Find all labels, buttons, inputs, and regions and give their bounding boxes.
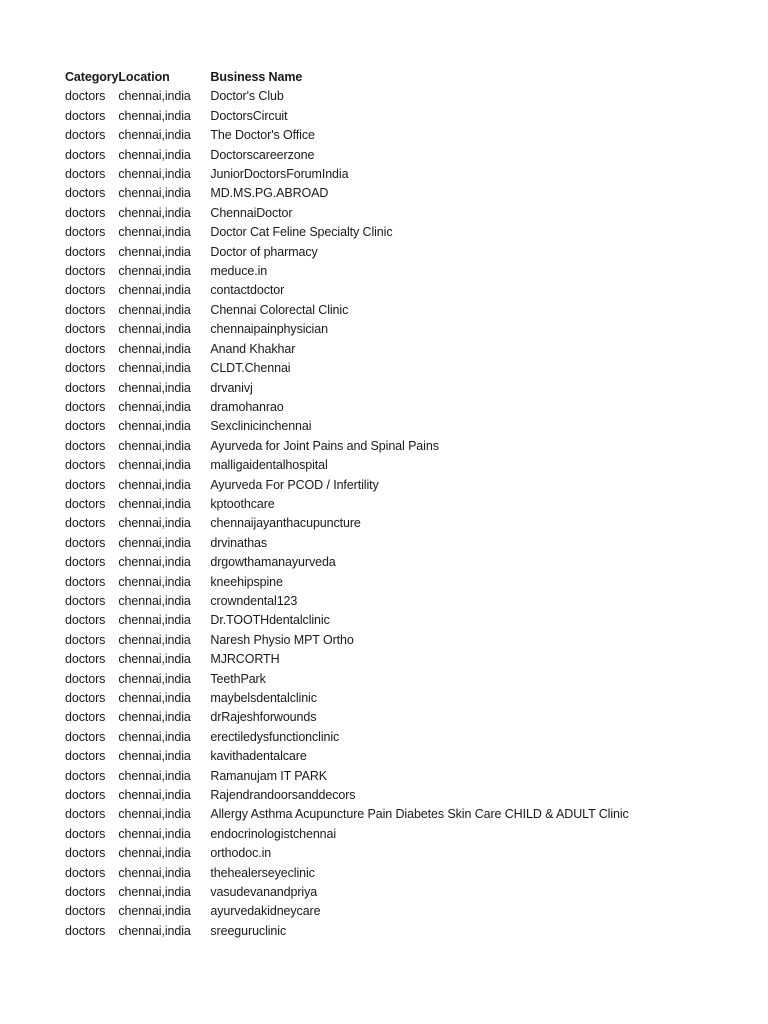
cell-business-name: TeethPark	[210, 671, 266, 686]
cell-location: chennai,india	[118, 264, 191, 279]
cell-business-name: drgowthamanayurveda	[210, 555, 336, 570]
cell-category: doctors	[65, 361, 106, 376]
cell-location: chennai,india	[118, 361, 191, 376]
table-row	[65, 864, 750, 883]
cell-category: doctors	[65, 264, 106, 279]
cell-business-name: The Doctor's Office	[210, 128, 315, 143]
table-row	[65, 146, 750, 165]
cell-business-name: crowndental123	[210, 593, 298, 608]
table-row	[65, 883, 750, 902]
cell-location: chennai,india	[118, 341, 191, 356]
cell-location: chennai,india	[118, 768, 191, 783]
cell-location: chennai,india	[118, 419, 191, 434]
table-row	[65, 398, 750, 417]
cell-category: doctors	[65, 438, 106, 453]
cell-business-name: Sexclinicinchennai	[210, 419, 312, 434]
cell-location: chennai,india	[118, 535, 191, 550]
cell-location: chennai,india	[118, 729, 191, 744]
cell-location: chennai,india	[118, 477, 191, 492]
cell-business-name: maybelsdentalclinic	[210, 691, 317, 705]
table-row	[65, 553, 750, 572]
table-row	[65, 514, 750, 533]
cell-location: chennai,india	[118, 846, 191, 861]
cell-category: doctors	[65, 147, 106, 162]
header-category: Category	[65, 70, 119, 84]
cell-location: chennai,india	[118, 574, 191, 589]
cell-category: doctors	[65, 341, 106, 356]
cell-category: doctors	[65, 419, 106, 434]
cell-category: doctors	[65, 788, 106, 803]
table-row	[65, 786, 750, 805]
table-row	[65, 204, 750, 223]
table-row	[65, 611, 750, 630]
cell-location: chennai,india	[118, 632, 191, 647]
header-location: Location	[118, 70, 170, 84]
cell-category: doctors	[65, 380, 106, 395]
cell-location: chennai,india	[118, 885, 191, 900]
cell-location: chennai,india	[118, 496, 191, 511]
cell-location: chennai,india	[118, 147, 191, 162]
cell-location: chennai,india	[118, 516, 191, 531]
cell-category: doctors	[65, 535, 106, 550]
cell-category: doctors	[65, 652, 106, 667]
table-row	[65, 301, 750, 320]
table-row	[65, 320, 750, 339]
business-table	[65, 68, 750, 941]
cell-category: doctors	[65, 458, 106, 473]
cell-location: chennai,india	[118, 691, 191, 705]
cell-category: doctors	[65, 89, 106, 104]
cell-location: chennai,india	[118, 788, 191, 803]
business-listing-sheet	[65, 68, 755, 941]
table-row	[65, 417, 750, 436]
cell-location: chennai,india	[118, 89, 191, 104]
cell-category: doctors	[65, 186, 106, 201]
table-row	[65, 165, 750, 184]
cell-location: chennai,india	[118, 438, 191, 453]
table-row	[65, 262, 750, 281]
cell-location: chennai,india	[118, 205, 191, 220]
cell-business-name: Rajendrandoorsanddecors	[210, 788, 356, 803]
cell-location: chennai,india	[118, 380, 191, 395]
table-row	[65, 767, 750, 786]
cell-category: doctors	[65, 128, 106, 143]
cell-category: doctors	[65, 904, 106, 919]
table-row	[65, 495, 750, 514]
cell-location: chennai,india	[118, 244, 191, 259]
cell-location: chennai,india	[118, 807, 191, 822]
cell-location: chennai,india	[118, 710, 191, 725]
cell-business-name: Dr.TOOTHdentalclinic	[210, 613, 330, 628]
table-row	[65, 243, 750, 262]
cell-location: chennai,india	[118, 167, 191, 182]
cell-business-name: ayurvedakidneycare	[210, 904, 321, 919]
cell-business-name: Doctor Cat Feline Specialty Clinic	[210, 225, 393, 240]
table-row	[65, 379, 750, 398]
cell-business-name: kneehipspine	[210, 574, 283, 589]
cell-category: doctors	[65, 322, 106, 337]
cell-location: chennai,india	[118, 865, 191, 880]
table-row	[65, 437, 750, 456]
cell-business-name: Doctor of pharmacy	[210, 244, 318, 259]
cell-business-name: Naresh Physio MPT Ortho	[210, 632, 354, 647]
cell-category: doctors	[65, 768, 106, 783]
cell-location: chennai,india	[118, 904, 191, 919]
cell-location: chennai,india	[118, 399, 191, 414]
cell-location: chennai,india	[118, 458, 191, 473]
cell-business-name: dramohanrao	[210, 399, 284, 414]
table-row	[65, 825, 750, 844]
cell-location: chennai,india	[118, 652, 191, 667]
cell-business-name: contactdoctor	[210, 283, 285, 298]
table-row	[65, 456, 750, 475]
cell-category: doctors	[65, 555, 106, 570]
cell-location: chennai,india	[118, 923, 191, 938]
cell-location: chennai,india	[118, 593, 191, 608]
cell-category: doctors	[65, 205, 106, 220]
cell-business-name: JuniorDoctorsForumIndia	[210, 167, 349, 182]
cell-category: doctors	[65, 574, 106, 589]
cell-business-name: Ayurveda for Joint Pains and Spinal Pains	[210, 438, 439, 453]
cell-location: chennai,india	[118, 108, 191, 123]
cell-business-name: chennaipainphysician	[210, 322, 328, 337]
cell-category: doctors	[65, 885, 106, 900]
header-row	[65, 68, 750, 87]
table-row	[65, 573, 750, 592]
cell-business-name: chennaijayanthacupuncture	[210, 516, 361, 531]
cell-category: doctors	[65, 632, 106, 647]
cell-business-name: orthodoc.in	[210, 846, 272, 861]
cell-category: doctors	[65, 846, 106, 861]
table-row	[65, 650, 750, 669]
cell-business-name: Doctorscareerzone	[210, 147, 315, 162]
table-body	[65, 87, 750, 941]
table-row	[65, 281, 750, 300]
cell-business-name: DoctorsCircuit	[210, 108, 288, 123]
cell-category: doctors	[65, 807, 106, 822]
cell-business-name: MD.MS.PG.ABROAD	[210, 186, 329, 201]
cell-location: chennai,india	[118, 302, 191, 317]
cell-business-name: drvinathas	[210, 535, 268, 550]
table-row	[65, 689, 750, 708]
table-row	[65, 107, 750, 126]
cell-category: doctors	[65, 710, 106, 725]
cell-business-name: MJRCORTH	[210, 652, 280, 667]
cell-category: doctors	[65, 399, 106, 414]
cell-business-name: Ramanujam IT PARK	[210, 768, 328, 783]
cell-location: chennai,india	[118, 555, 191, 570]
cell-location: chennai,india	[118, 128, 191, 143]
cell-business-name: malligaidentalhospital	[210, 458, 328, 473]
table-row	[65, 223, 750, 242]
table-row	[65, 592, 750, 611]
cell-category: doctors	[65, 167, 106, 182]
table-row	[65, 631, 750, 650]
cell-location: chennai,india	[118, 671, 191, 686]
cell-business-name: vasudevanandpriya	[210, 885, 318, 900]
cell-business-name: Ayurveda For PCOD / Infertility	[210, 477, 379, 492]
cell-business-name: CLDT.Chennai	[210, 361, 291, 376]
table-row	[65, 359, 750, 378]
cell-location: chennai,india	[118, 283, 191, 298]
table-row	[65, 184, 750, 203]
cell-category: doctors	[65, 923, 106, 938]
cell-category: doctors	[65, 729, 106, 744]
cell-business-name: drvanivj	[210, 380, 253, 395]
cell-business-name: endocrinologistchennai	[210, 826, 337, 841]
cell-location: chennai,india	[118, 322, 191, 337]
table-row	[65, 670, 750, 689]
table-row	[65, 126, 750, 145]
cell-category: doctors	[65, 477, 106, 492]
cell-business-name: drRajeshforwounds	[210, 710, 317, 725]
table-row	[65, 708, 750, 727]
cell-business-name: sreeguruclinic	[210, 923, 287, 938]
table-row	[65, 87, 750, 106]
table-row	[65, 534, 750, 553]
table-row	[65, 902, 750, 921]
cell-category: doctors	[65, 516, 106, 531]
cell-business-name: ChennaiDoctor	[210, 205, 293, 220]
table-row	[65, 340, 750, 359]
cell-category: doctors	[65, 244, 106, 259]
cell-business-name: kptoothcare	[210, 496, 275, 511]
table-row	[65, 844, 750, 863]
cell-category: doctors	[65, 108, 106, 123]
cell-location: chennai,india	[118, 749, 191, 764]
cell-location: chennai,india	[118, 225, 191, 240]
cell-category: doctors	[65, 749, 106, 764]
cell-category: doctors	[65, 496, 106, 511]
cell-business-name: Anand Khakhar	[210, 341, 296, 356]
cell-location: chennai,india	[118, 186, 191, 201]
cell-business-name: thehealerseyeclinic	[210, 865, 315, 880]
cell-location: chennai,india	[118, 613, 191, 628]
cell-category: doctors	[65, 826, 106, 841]
table-row	[65, 922, 750, 941]
cell-business-name: erectiledysfunctionclinic	[210, 729, 340, 744]
cell-category: doctors	[65, 671, 106, 686]
cell-business-name: Doctor's Club	[210, 89, 284, 104]
cell-business-name: Chennai Colorectal Clinic	[210, 302, 349, 317]
cell-business-name: meduce.in	[210, 264, 268, 279]
table-row	[65, 805, 750, 824]
cell-category: doctors	[65, 613, 106, 628]
cell-category: doctors	[65, 865, 106, 880]
table-row	[65, 747, 750, 766]
cell-location: chennai,india	[118, 826, 191, 841]
cell-category: doctors	[65, 593, 106, 608]
header-business-name: Business Name	[210, 70, 303, 84]
table-row	[65, 728, 750, 747]
cell-category: doctors	[65, 691, 106, 705]
cell-business-name: Allergy Asthma Acupuncture Pain Diabetes Skin Care CHILD & ADULT Clinic	[210, 807, 629, 822]
cell-business-name: kavithadentalcare	[210, 749, 307, 764]
cell-category: doctors	[65, 302, 106, 317]
cell-category: doctors	[65, 225, 106, 240]
cell-category: doctors	[65, 283, 106, 298]
table-row	[65, 476, 750, 495]
